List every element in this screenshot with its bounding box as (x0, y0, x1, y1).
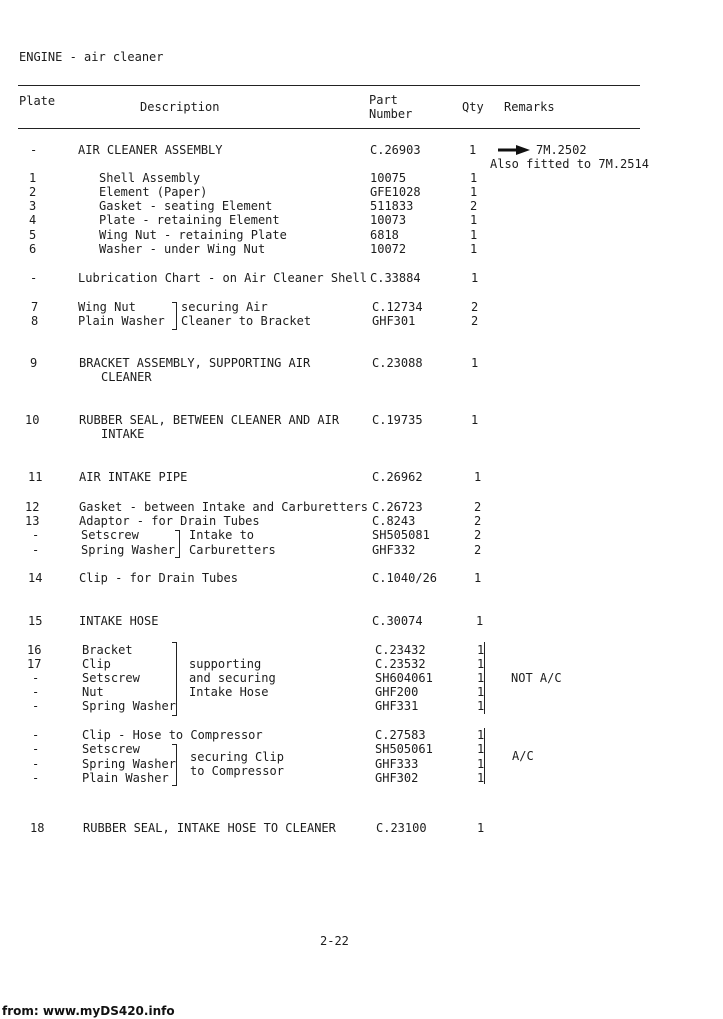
part-description: Gasket - between Intake and Carburetters (79, 500, 368, 514)
bracket-compressor-text-1: securing Clip (190, 750, 284, 764)
quantity: 2 (474, 500, 482, 514)
part-number: C.26723 (372, 500, 423, 514)
col-head-qty: Qty (462, 100, 484, 114)
part-description: Setscrew (82, 742, 140, 756)
part-number: 10073 (370, 213, 407, 227)
part-number: 511833 (370, 199, 414, 213)
quantity: 1 (477, 671, 485, 685)
quantity: 2 (474, 528, 482, 542)
part-number: SH604061 (375, 671, 433, 685)
part-number: SH505081 (372, 528, 430, 542)
plate-number: 9 (30, 356, 38, 370)
quantity: 2 (471, 314, 479, 328)
col-head-part-number: Part Number (369, 93, 413, 121)
plate-number: 14 (28, 571, 43, 585)
bracket-hose-text-1: supporting (189, 657, 262, 671)
part-number: 6818 (370, 228, 399, 242)
plate-number: - (32, 528, 40, 542)
part-description-cont: INTAKE (101, 427, 145, 441)
bracket-hose-text-3: Intake Hose (189, 685, 269, 699)
plate-number: 16 (27, 643, 42, 657)
part-number: C.23088 (372, 356, 423, 370)
plate-number: - (32, 685, 40, 699)
quantity: 1 (471, 356, 479, 370)
quantity: 1 (474, 571, 482, 585)
page-title: ENGINE - air cleaner (19, 50, 164, 64)
page-number: 2-22 (320, 934, 349, 948)
plate-number: 8 (31, 314, 39, 328)
part-description: RUBBER SEAL, INTAKE HOSE TO CLEANER (83, 821, 336, 835)
header-rule-bottom (18, 128, 640, 129)
part-description: Setscrew (81, 528, 139, 542)
plate-number: 2 (29, 185, 37, 199)
plate-number: - (32, 757, 40, 771)
plate-number: - (32, 771, 40, 785)
part-description: Element (Paper) (99, 185, 208, 199)
quantity: 1 (477, 771, 485, 785)
quantity: 1 (471, 271, 479, 285)
part-description: Washer - under Wing Nut (99, 242, 266, 256)
bracket-compressor (172, 744, 177, 786)
qty-bar-ac (484, 728, 485, 784)
plate-number: - (30, 143, 38, 157)
bracket-intake (175, 530, 180, 558)
quantity: 1 (477, 728, 485, 742)
quantity: 1 (477, 643, 485, 657)
col-head-remarks: Remarks (504, 100, 555, 114)
part-number: GHF331 (375, 699, 419, 713)
quantity: 1 (470, 185, 478, 199)
plate-number: 13 (25, 514, 40, 528)
part-number: C.26962 (372, 470, 423, 484)
arrow-right-icon (498, 145, 530, 155)
plate-number: 18 (30, 821, 45, 835)
plate-number: 1 (29, 171, 37, 185)
quantity: 2 (471, 300, 479, 314)
col-head-description: Description (140, 100, 220, 114)
part-description: Gasket - seating Element (99, 199, 273, 213)
part-number: C.23100 (376, 821, 427, 835)
part-number: GHF332 (372, 543, 416, 557)
plate-number: 17 (27, 657, 42, 671)
remark: NOT A/C (511, 671, 562, 685)
plate-number: 3 (29, 199, 37, 213)
bracket-wing-text-1: securing Air (181, 300, 268, 314)
quantity: 1 (476, 614, 484, 628)
plate-number: 15 (28, 614, 43, 628)
part-description: Lubrication Chart - on Air Cleaner Shell (78, 271, 367, 285)
quantity: 1 (477, 821, 485, 835)
part-number: 10075 (370, 171, 407, 185)
part-description: RUBBER SEAL, BETWEEN CLEANER AND AIR (79, 413, 340, 427)
bracket-hose (172, 642, 177, 716)
part-number: GFE1028 (370, 185, 421, 199)
quantity: 1 (477, 657, 485, 671)
part-description: Plain Washer (82, 771, 169, 785)
bracket-wing-text-2: Cleaner to Bracket (181, 314, 312, 328)
quantity: 2 (474, 543, 482, 557)
part-description: Adaptor - for Drain Tubes (79, 514, 260, 528)
part-description: Shell Assembly (99, 171, 201, 185)
part-number: C.1040/26 (372, 571, 438, 585)
part-description: AIR INTAKE PIPE (79, 470, 188, 484)
part-description: Setscrew (82, 671, 140, 685)
plate-number: 4 (29, 213, 37, 227)
part-number: SH505061 (375, 742, 433, 756)
plate-number: - (32, 671, 40, 685)
plate-number: 5 (29, 228, 37, 242)
part-description: Wing Nut - retaining Plate (99, 228, 287, 242)
remark: 7M.2502 (536, 143, 587, 157)
quantity: 1 (469, 143, 477, 157)
part-number: GHF301 (372, 314, 416, 328)
plate-number: 7 (31, 300, 39, 314)
bracket-hose-text-2: and securing (189, 671, 276, 685)
quantity: 1 (474, 470, 482, 484)
quantity: 1 (477, 742, 485, 756)
part-number: C.19735 (372, 413, 423, 427)
quantity: 1 (477, 757, 485, 771)
quantity: 2 (474, 514, 482, 528)
bracket-wing (172, 302, 177, 330)
quantity: 1 (470, 213, 478, 227)
part-description-cont: CLEANER (101, 370, 152, 384)
header-rule-top (18, 85, 640, 86)
quantity: 1 (470, 242, 478, 256)
part-number: 10072 (370, 242, 407, 256)
bracket-intake-text-1: Intake to (189, 528, 255, 542)
part-description: Wing Nut (78, 300, 136, 314)
part-description: Plate - retaining Element (99, 213, 280, 227)
remark: Also fitted to 7M.2514 (490, 157, 649, 171)
col-head-plate: Plate (19, 94, 56, 108)
part-description: Spring Washer (81, 543, 175, 557)
part-description: Spring Washer (82, 699, 176, 713)
quantity: 1 (477, 699, 485, 713)
qty-bar-not-ac (484, 642, 485, 714)
quantity: 1 (470, 171, 478, 185)
plate-number: - (32, 742, 40, 756)
plate-number: - (32, 728, 40, 742)
quantity: 1 (471, 413, 479, 427)
part-description: Spring Washer (82, 757, 176, 771)
part-number: C.23432 (375, 643, 426, 657)
part-description: AIR CLEANER ASSEMBLY (78, 143, 223, 157)
part-number: C.33884 (370, 271, 421, 285)
part-number: GHF200 (375, 685, 419, 699)
plate-number: - (32, 699, 40, 713)
part-description: Clip (82, 657, 111, 671)
part-description: INTAKE HOSE (79, 614, 159, 628)
part-number: C.30074 (372, 614, 423, 628)
bracket-compressor-text-2: to Compressor (190, 764, 284, 778)
quantity: 1 (470, 228, 478, 242)
part-description: Nut (82, 685, 104, 699)
part-number: C.27583 (375, 728, 426, 742)
footer-source: from: www.myDS420.info (2, 1004, 175, 1018)
part-number: C.12734 (372, 300, 423, 314)
part-number: GHF333 (375, 757, 419, 771)
part-number: C.23532 (375, 657, 426, 671)
part-description: BRACKET ASSEMBLY, SUPPORTING AIR (79, 356, 311, 370)
plate-number: - (30, 271, 38, 285)
part-description: Clip - Hose to Compressor (82, 728, 263, 742)
plate-number: - (32, 543, 40, 557)
part-number: C.26903 (370, 143, 421, 157)
part-description: Bracket (82, 643, 133, 657)
part-description: Plain Washer (78, 314, 165, 328)
plate-number: 6 (29, 242, 37, 256)
part-number: GHF302 (375, 771, 419, 785)
bracket-intake-text-2: Carburetters (189, 543, 276, 557)
plate-number: 12 (25, 500, 40, 514)
remark: A/C (512, 749, 534, 763)
plate-number: 10 (25, 413, 40, 427)
quantity: 2 (470, 199, 478, 213)
part-number: C.8243 (372, 514, 416, 528)
part-description: Clip - for Drain Tubes (79, 571, 238, 585)
quantity: 1 (477, 685, 485, 699)
plate-number: 11 (28, 470, 43, 484)
